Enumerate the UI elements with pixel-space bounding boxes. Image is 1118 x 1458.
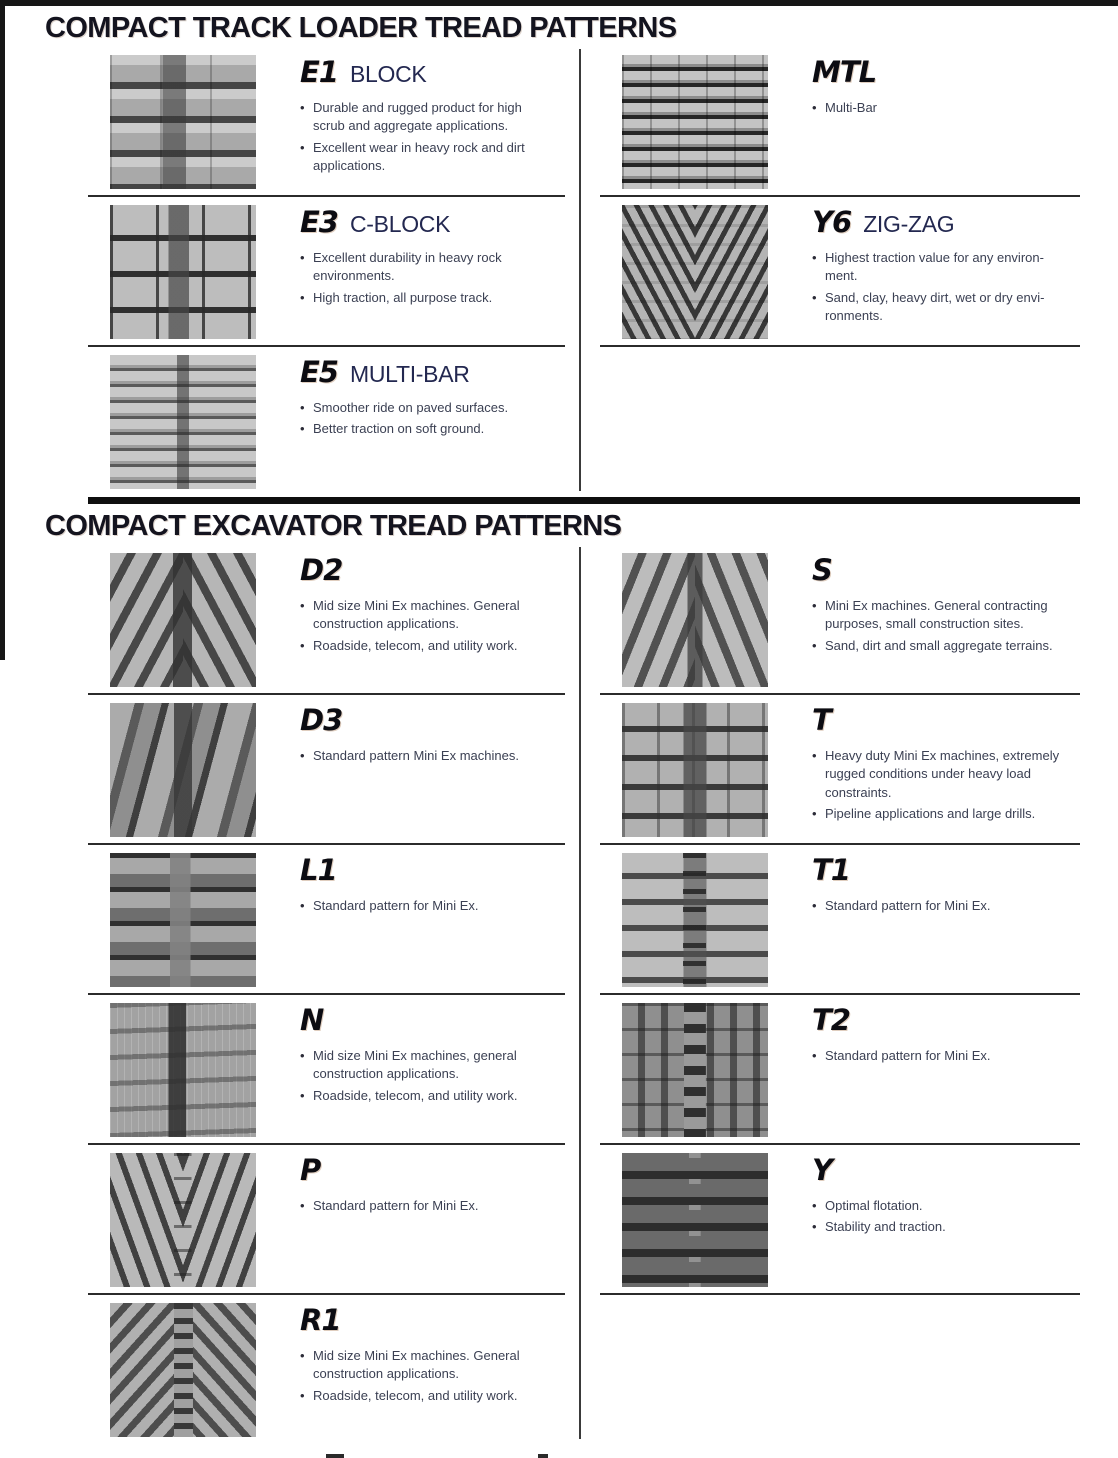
section-title-excavator: COMPACT EXCAVATOR TREAD PATTERNS [45, 510, 622, 542]
entry-e1-block [0, 47, 580, 197]
entry-t2 [580, 995, 1118, 1145]
pattern-title [300, 1003, 552, 1037]
bullet-list [812, 99, 1064, 117]
entry-y [580, 1145, 1118, 1295]
entry-d3 [0, 695, 580, 845]
entry-info [300, 55, 552, 179]
pattern-title [300, 355, 552, 389]
pattern-code: P [300, 1153, 321, 1187]
bullet: • Roadside, telecom, and utility work. [300, 1087, 552, 1105]
entry-e5-multi-bar [0, 347, 580, 497]
entry-info [300, 205, 552, 310]
pattern-title [812, 1003, 1064, 1037]
pattern-code: T2 [812, 1003, 850, 1037]
bullet: • Multi-Bar [812, 99, 1064, 117]
entry-info [812, 55, 1064, 120]
pattern-name: MULTI-BAR [350, 361, 470, 387]
tread-image-s [622, 553, 768, 687]
bullet-list [812, 597, 1064, 655]
pattern-name: C-BLOCK [350, 211, 451, 237]
bullet: • Better traction on soft ground. [300, 420, 552, 438]
bullet: • Pipeline applications and large drills. [812, 805, 1064, 823]
tread-image-y6 [622, 205, 768, 339]
empty-cell [580, 347, 1118, 497]
bullet: • Excellent wear in heavy rock and dirt applications. [300, 139, 552, 176]
entry-s [580, 545, 1118, 695]
bullet-list [300, 1197, 552, 1215]
page-bottom-crop-mark [538, 1454, 548, 1458]
excavator-section [0, 545, 1118, 1445]
tread-image-t2 [622, 1003, 768, 1137]
pattern-title [300, 853, 552, 887]
bullet: • Standard pattern Mini Ex machines. [300, 747, 552, 765]
tread-image-t1 [622, 853, 768, 987]
track-loader-section [0, 47, 1118, 497]
bullet: • Standard pattern for Mini Ex. [300, 1197, 552, 1215]
pattern-title [812, 205, 1064, 239]
pattern-name: BLOCK [350, 61, 427, 87]
entry-inner [88, 1145, 565, 1295]
tread-image-p [110, 1153, 256, 1287]
bullet: • Mid size Mini Ex machines, general construction applications. [300, 1047, 552, 1084]
bullet: • Smoother ride on paved surfaces. [300, 399, 552, 417]
entry-inner [88, 845, 565, 995]
section-divider-rule [88, 497, 1080, 504]
pattern-title [300, 703, 552, 737]
tread-image-t [622, 703, 768, 837]
bullet-list [812, 1047, 1064, 1065]
bullet-list [300, 1347, 552, 1405]
entry-info [300, 1303, 552, 1408]
entry-mtl [580, 47, 1118, 197]
tread-image-e3 [110, 205, 256, 339]
entry-info [300, 1153, 552, 1218]
tread-image-l1 [110, 853, 256, 987]
entry-info [812, 703, 1064, 827]
pattern-title [300, 55, 552, 89]
entry-inner [600, 995, 1080, 1145]
bullet: • Heavy duty Mini Ex machines, extremely rugged conditions under heavy load constraints. [812, 747, 1064, 802]
bullet: • Roadside, telecom, and utility work. [300, 637, 552, 655]
entry-n [0, 995, 580, 1145]
pattern-code: T [812, 703, 831, 737]
pattern-code: T1 [812, 853, 850, 887]
entry-e3-c-block [0, 197, 580, 347]
entry-inner [600, 695, 1080, 845]
section-title-track-loader: COMPACT TRACK LOADER TREAD PATTERNS [45, 12, 677, 44]
pattern-title [812, 853, 1064, 887]
entry-info [300, 355, 552, 442]
bullet: • Standard pattern for Mini Ex. [812, 897, 1064, 915]
entry-info [300, 553, 552, 658]
tread-image-d2 [110, 553, 256, 687]
bullet: • Optimal flotation. [812, 1197, 1064, 1215]
entry-inner [600, 197, 1080, 347]
bullet: • Excellent durability in heavy rock environments. [300, 249, 552, 286]
pattern-code: N [300, 1003, 324, 1037]
pattern-code: E5 [300, 355, 338, 389]
bullet-list [812, 1197, 1064, 1237]
bullet-list [300, 99, 552, 176]
pattern-code: Y [812, 1153, 832, 1187]
bullet-list [812, 249, 1064, 326]
pattern-code: MTL [812, 55, 877, 89]
entry-inner [600, 47, 1080, 197]
tread-image-r1 [110, 1303, 256, 1437]
bullet: • Mid size Mini Ex machines. General construction applications. [300, 597, 552, 634]
tread-image-n [110, 1003, 256, 1137]
entry-info [812, 205, 1064, 329]
page-bottom-crop-mark [326, 1454, 344, 1458]
bullet: • Sand, clay, heavy dirt, wet or dry envi-ronments. [812, 289, 1064, 326]
bullet: • Durable and rugged product for high scrub and aggregate applications. [300, 99, 552, 136]
pattern-code: L1 [300, 853, 337, 887]
entry-inner [88, 197, 565, 347]
bullet: • Highest traction value for any environ-ment. [812, 249, 1064, 286]
pattern-title [812, 703, 1064, 737]
entry-t1 [580, 845, 1118, 995]
bullet-list [300, 399, 552, 439]
bullet-list [300, 747, 552, 765]
entry-inner [88, 47, 565, 197]
entry-inner [88, 995, 565, 1145]
bullet: • Stability and traction. [812, 1218, 1064, 1236]
empty-cell [580, 1295, 1118, 1445]
page-content [0, 6, 1118, 1445]
entry-info [812, 553, 1064, 658]
tread-image-mtl [622, 55, 768, 189]
bullet: • Mini Ex machines. General contracting purposes, small construction sites. [812, 597, 1064, 634]
pattern-title [812, 1153, 1064, 1187]
entry-inner [600, 845, 1080, 995]
tread-image-e5 [110, 355, 256, 489]
bullet: • Mid size Mini Ex machines. General construction applications. [300, 1347, 552, 1384]
pattern-name: ZIG-ZAG [863, 211, 955, 237]
pattern-code: D2 [300, 553, 343, 587]
entry-inner [88, 545, 565, 695]
pattern-title [812, 55, 1064, 89]
pattern-title [300, 553, 552, 587]
bullet-list [300, 249, 552, 307]
bullet-list [300, 897, 552, 915]
bullet: • Sand, dirt and small aggregate terrains. [812, 637, 1064, 655]
bullet: • Standard pattern for Mini Ex. [300, 897, 552, 915]
bullet: • Standard pattern for Mini Ex. [812, 1047, 1064, 1065]
tread-image-e1 [110, 55, 256, 189]
entry-info [300, 853, 552, 918]
entry-y6-zig-zag [580, 197, 1118, 347]
entry-l1 [0, 845, 580, 995]
pattern-title [812, 553, 1064, 587]
tread-image-d3 [110, 703, 256, 837]
pattern-code: R1 [300, 1303, 341, 1337]
pattern-code: D3 [300, 703, 343, 737]
entry-inner [88, 347, 565, 497]
entry-inner [88, 1295, 565, 1445]
entry-info [300, 1003, 552, 1108]
entry-inner [600, 1145, 1080, 1295]
pattern-code: Y6 [812, 205, 852, 239]
bullet-list [812, 897, 1064, 915]
entry-inner [88, 695, 565, 845]
bullet: • High traction, all purpose track. [300, 289, 552, 307]
pattern-title [300, 1153, 552, 1187]
bullet-list [300, 1047, 552, 1105]
entry-r1 [0, 1295, 580, 1445]
entry-info [812, 853, 1064, 918]
pattern-title [300, 1303, 552, 1337]
pattern-code: S [812, 553, 832, 587]
bullet-list [812, 747, 1064, 824]
pattern-title [300, 205, 552, 239]
entry-t [580, 695, 1118, 845]
bullet-list [300, 597, 552, 655]
pattern-code: E1 [300, 55, 338, 89]
entry-info [812, 1003, 1064, 1068]
entry-inner [600, 545, 1080, 695]
entry-info [812, 1153, 1064, 1240]
tread-image-y [622, 1153, 768, 1287]
entry-p [0, 1145, 580, 1295]
bullet: • Roadside, telecom, and utility work. [300, 1387, 552, 1405]
entry-info [300, 703, 552, 768]
pattern-code: E3 [300, 205, 338, 239]
entry-d2 [0, 545, 580, 695]
